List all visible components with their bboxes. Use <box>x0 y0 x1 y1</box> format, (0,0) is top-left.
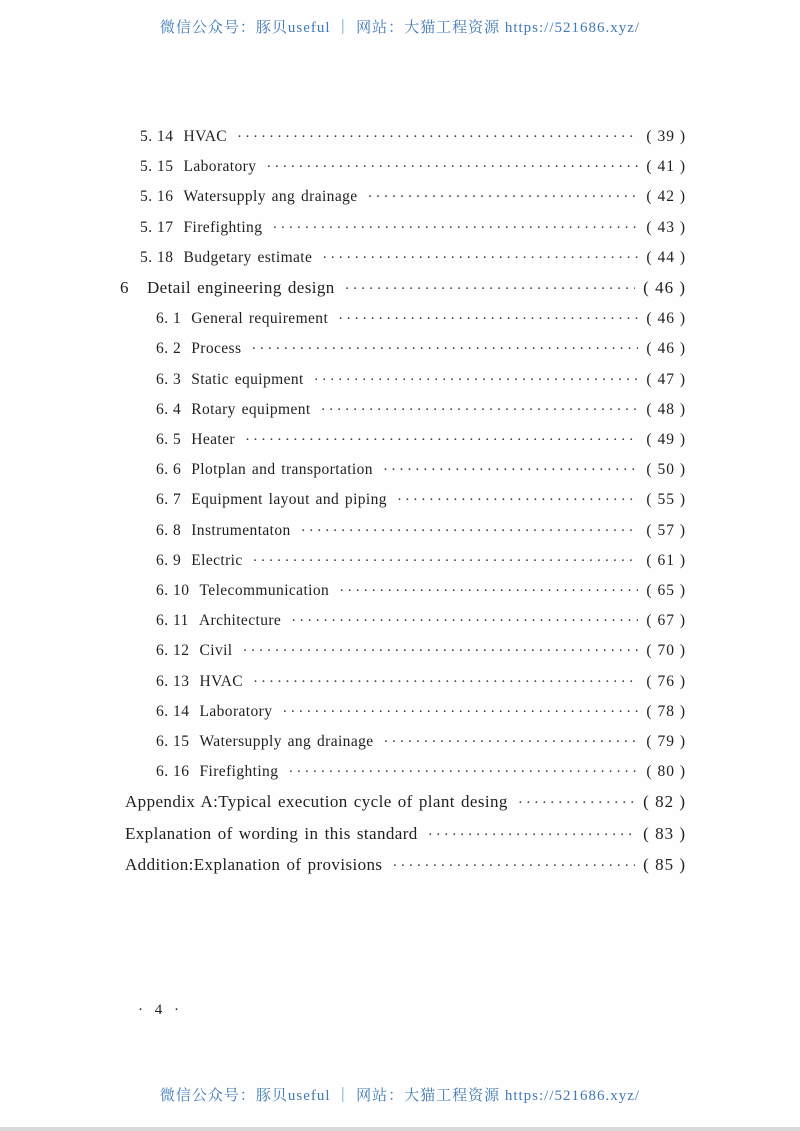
toc-entry-page: ( 70 ) <box>646 642 686 660</box>
toc-entry-number: 6. 10 <box>156 582 190 600</box>
toc-entry-page: ( 65 ) <box>646 582 686 600</box>
toc-entry-title: Detail engineering design <box>147 278 335 298</box>
dot-leader <box>518 787 635 818</box>
toc-entry-number: 5. 14 <box>140 128 174 145</box>
toc-entry-page: ( 43 ) <box>646 218 686 236</box>
toc-entry-page: ( 46 ) <box>646 310 686 328</box>
toc-entry-title: Appendix A:Typical execution cycle of plant desing <box>125 792 508 812</box>
toc-entry-number: 6. 3 <box>156 370 182 388</box>
toc-entry <box>120 636 686 666</box>
toc-entry-page: ( 47 ) <box>646 370 686 388</box>
toc-entry-title: Laboratory <box>183 158 257 176</box>
dot-leader <box>251 334 638 364</box>
dot-leader <box>301 516 639 546</box>
toc-entry-page: ( 39 ) <box>646 128 686 145</box>
toc-entry <box>120 182 686 212</box>
toc-entry-number: 6. 13 <box>156 672 190 690</box>
toc-entry-title: Architecture <box>198 612 282 630</box>
dot-leader <box>383 455 638 485</box>
dot-leader <box>314 365 639 395</box>
toc-entry-title: Heater <box>191 431 235 449</box>
toc-entry-title: Static equipment <box>191 370 304 388</box>
toc-entry-title: Addition:Explanation of provisions <box>125 854 383 874</box>
toc-entry <box>120 334 686 364</box>
toc-entry-page: ( 42 ) <box>646 188 686 206</box>
watermark-bottom: 微信公众号：豚贝useful ｜ 网站：大猫工程资源 https://521686.xyz/ <box>159 1088 641 1104</box>
toc-entry-page: ( 50 ) <box>646 461 686 479</box>
dot-leader <box>384 727 639 757</box>
dot-leader <box>428 819 635 850</box>
toc-entry-number: 6. 4 <box>156 400 182 418</box>
toc-entry-page: ( 82 ) <box>643 792 686 812</box>
dot-leader <box>288 757 638 787</box>
toc-entry-number: 6. 11 <box>156 612 189 630</box>
dot-leader <box>338 304 638 334</box>
toc-entry-number: 6. 12 <box>156 642 190 660</box>
toc-entry-page: ( 80 ) <box>646 763 686 781</box>
dot-leader <box>266 152 638 182</box>
toc-entry-title: Plotplan and transportation <box>191 461 373 479</box>
toc-entry <box>120 365 686 395</box>
dot-leader <box>392 850 635 881</box>
toc-entry <box>120 787 686 818</box>
toc-entry <box>120 122 686 152</box>
toc-entry-number: 6. 2 <box>156 340 182 358</box>
toc-entry <box>120 697 686 727</box>
toc-entry-page: ( 85 ) <box>643 854 686 874</box>
toc-entry <box>120 819 686 850</box>
toc-entry <box>120 243 686 273</box>
toc-entry-number: 6 <box>120 278 129 298</box>
toc-entry-number: 5. 17 <box>140 218 174 236</box>
toc-entry-page: ( 76 ) <box>646 672 686 690</box>
page-number: · 4 · <box>138 1002 183 1018</box>
dot-leader <box>282 697 638 727</box>
toc-entry-number: 6. 6 <box>156 461 182 479</box>
toc-entry-page: ( 49 ) <box>646 431 686 449</box>
toc-entry-title: Budgetary estimate <box>183 248 313 266</box>
dot-leader <box>368 182 639 212</box>
dot-leader <box>253 667 638 697</box>
dot-leader <box>321 395 639 425</box>
toc-entry-page: ( 61 ) <box>646 551 686 569</box>
toc-entry <box>120 273 686 304</box>
toc-entry-number: 6. 8 <box>156 521 182 539</box>
toc-entry-page: ( 48 ) <box>646 400 686 418</box>
toc-entry-title: Laboratory <box>199 702 273 720</box>
toc-entry-title: HVAC <box>183 128 228 145</box>
toc-entry-page: ( 44 ) <box>646 248 686 266</box>
toc-entry-title: Process <box>191 340 242 358</box>
toc-entry-page: ( 83 ) <box>643 823 686 843</box>
toc-entry-number: 6. 9 <box>156 551 182 569</box>
toc-entry <box>120 850 686 881</box>
dot-leader <box>397 485 638 515</box>
toc-entry-title: Equipment layout and piping <box>191 491 387 509</box>
toc-entry-number: 5. 18 <box>140 248 174 266</box>
dot-leader <box>345 273 636 304</box>
toc-entry-number: 6. 15 <box>156 733 190 751</box>
dot-leader <box>322 243 638 273</box>
dot-leader <box>243 636 639 666</box>
toc-entry <box>120 152 686 182</box>
toc-entry <box>120 213 686 243</box>
toc-entry-title: Civil <box>199 642 233 660</box>
toc-entry <box>120 546 686 576</box>
toc-entry-page: ( 79 ) <box>646 733 686 751</box>
toc-entry <box>120 727 686 757</box>
toc-entry-page: ( 46 ) <box>643 278 686 298</box>
toc-entry <box>120 667 686 697</box>
toc-entry-title: Watersupply ang drainage <box>183 188 358 206</box>
toc-entry <box>120 455 686 485</box>
dot-leader <box>339 576 638 606</box>
toc-entry <box>120 606 686 636</box>
dot-leader <box>291 606 638 636</box>
toc-entry-title: Watersupply ang drainage <box>199 733 374 751</box>
toc-entry-number: 6. 1 <box>156 310 182 328</box>
toc-entry-title: HVAC <box>199 672 244 690</box>
toc-entry-number: 6. 16 <box>156 763 190 781</box>
toc-entry-title: Electric <box>191 551 243 569</box>
dot-leader <box>237 122 638 152</box>
toc-entry-number: 5. 16 <box>140 188 174 206</box>
toc-entry <box>120 425 686 455</box>
toc-entry-page: ( 78 ) <box>646 702 686 720</box>
toc-entry-page: ( 46 ) <box>646 340 686 358</box>
toc-entry <box>120 485 686 515</box>
toc-entry-title: Firefighting <box>199 763 279 781</box>
watermark-top: 微信公众号：豚贝useful ｜ 网站：大猫工程资源 https://521686.xyz/ <box>159 20 641 36</box>
toc-entry-page: ( 57 ) <box>646 521 686 539</box>
toc-entry-number: 5. 15 <box>140 158 174 176</box>
toc-entry-title: Rotary equipment <box>191 400 311 418</box>
toc-entry-title: Instrumentaton <box>191 521 291 539</box>
toc-entry-page: ( 41 ) <box>646 158 686 176</box>
toc-entry-title: Explanation of wording in this standard <box>125 823 418 843</box>
scan-edge <box>0 1127 800 1131</box>
toc-entry <box>120 516 686 546</box>
toc-entry-number: 6. 5 <box>156 431 182 449</box>
toc-entry-page: ( 55 ) <box>646 491 686 509</box>
toc-entry-page: ( 67 ) <box>646 612 686 630</box>
toc-list <box>0 122 800 881</box>
dot-leader <box>253 546 639 576</box>
toc-entry-title: Firefighting <box>183 218 263 236</box>
toc-entry-number: 6. 7 <box>156 491 182 509</box>
dot-leader <box>272 213 638 243</box>
toc-entry-title: Telecommunication <box>199 582 330 600</box>
toc-entry <box>120 757 686 787</box>
toc-entry <box>120 304 686 334</box>
toc-entry-number: 6. 14 <box>156 702 190 720</box>
toc-entry <box>120 395 686 425</box>
toc-entry <box>120 576 686 606</box>
dot-leader <box>245 425 638 455</box>
toc-entry-title: General requirement <box>191 310 329 328</box>
